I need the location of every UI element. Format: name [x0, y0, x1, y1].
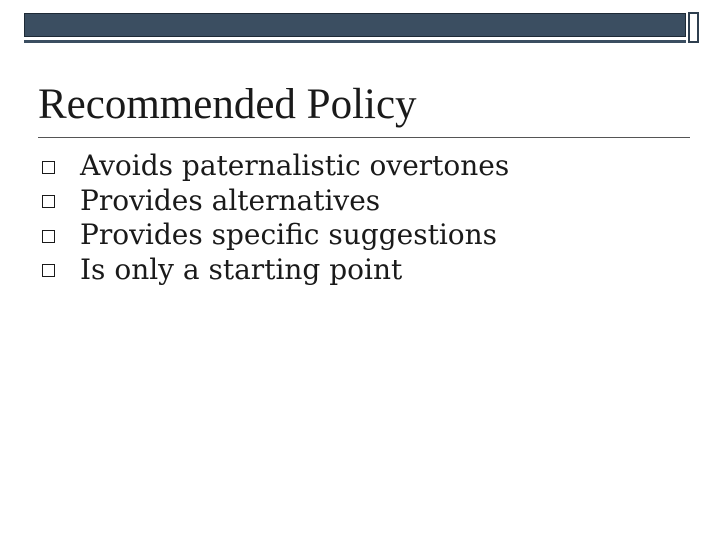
- bullet-text: Is only a starting point: [80, 252, 403, 286]
- list-item: [42, 184, 509, 219]
- list-item: [42, 218, 509, 253]
- hollow-square-bullet-icon: [42, 264, 55, 277]
- hollow-square-bullet-icon: [42, 161, 55, 174]
- bullet-text: Provides alternatives: [80, 183, 381, 217]
- bullet-list: [42, 149, 509, 287]
- header-accent-bar: [24, 13, 686, 37]
- header-accent-cap: [688, 12, 699, 43]
- bullet-text: Provides specific suggestions: [80, 218, 498, 252]
- hollow-square-bullet-icon: [42, 230, 55, 243]
- hollow-square-bullet-icon: [42, 195, 55, 208]
- slide-title: Recommended Policy: [38, 81, 417, 128]
- list-item: [42, 149, 509, 184]
- header-accent-stripe: [24, 40, 686, 43]
- bullet-text: Avoids paternalistic overtones: [80, 149, 510, 183]
- list-item: [42, 253, 509, 288]
- title-divider: [38, 137, 690, 138]
